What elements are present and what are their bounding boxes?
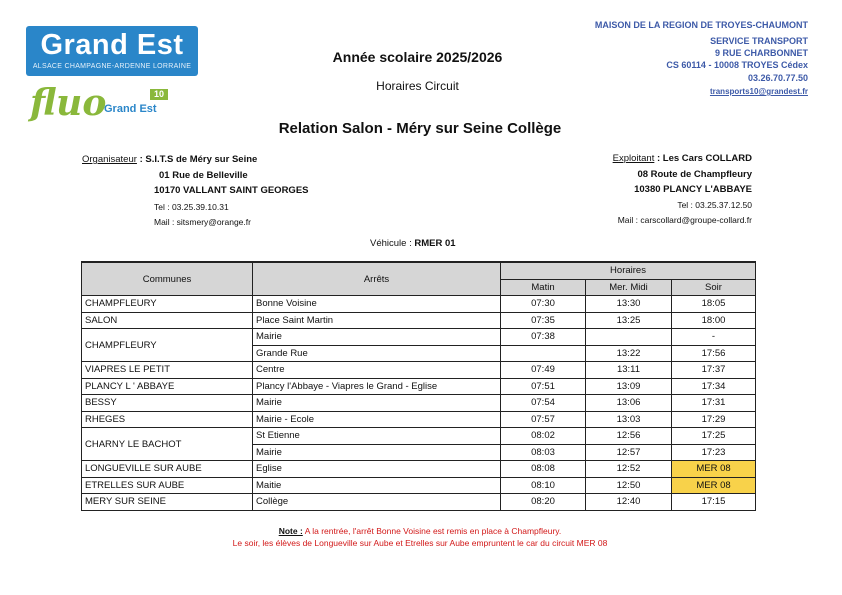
table-row [82,296,756,313]
exploitant-tel: Tel : 03.25.37.12.50 [677,200,752,210]
midi-cell: 12:52 [586,461,672,478]
arret-cell: Mairie - Ecole [253,411,501,428]
matin-cell: 07:57 [501,411,586,428]
midi-cell: 12:50 [586,477,672,494]
midi-cell [586,329,672,346]
header-matin: Matin [501,279,586,296]
commune-cell: PLANCY L ' ABBAYE [82,378,253,395]
commune-cell: MERY SUR SEINE [82,494,253,511]
matin-cell: 07:30 [501,296,586,313]
midi-cell: 13:11 [586,362,672,379]
arret-cell: Collège [253,494,501,511]
arret-cell: Eglise [253,461,501,478]
commune-cell: CHARNY LE BACHOT [82,428,253,461]
vehicle-label: Véhicule : [370,238,412,249]
header-midi: Mer. Midi [586,279,672,296]
soir-cell: 17:15 [672,494,756,511]
arret-cell: Mairie [253,395,501,412]
midi-cell: 13:25 [586,312,672,329]
route-relation-title: Relation Salon - Méry sur Seine Collège [278,120,562,137]
commune-cell: CHAMPFLEURY [82,329,253,362]
soir-cell: 17:37 [672,362,756,379]
soir-cell: 17:56 [672,345,756,362]
matin-cell: 08:02 [501,428,586,445]
region-service: SERVICE TRANSPORT [710,36,808,46]
soir-cell: 17:29 [672,411,756,428]
matin-cell: 08:03 [501,444,586,461]
soir-cell: 18:00 [672,312,756,329]
arret-cell: Mairie [253,329,501,346]
matin-cell: 07:51 [501,378,586,395]
region-city: CS 60114 - 10008 TROYES Cédex [666,60,808,70]
matin-cell: 07:49 [501,362,586,379]
midi-cell: 13:09 [586,378,672,395]
organisateur-name: : S.I.T.S de Méry sur Seine [139,154,258,165]
arret-cell: Maitie [253,477,501,494]
exploitant-mail: Mail : carscollard@groupe-collard.fr [617,215,752,225]
arret-cell: Plancy l'Abbaye - Viapres le Grand - Eglise [253,378,501,395]
organisateur-street: 01 Rue de Belleville [159,170,248,181]
grand-est-logo-text: Grand Est [40,29,184,61]
schedule-table [81,261,756,511]
note-line-2: Le soir, les élèves de Longueville sur Aube et Etrelles sur Aube empruntent le car du circuit MER 08 [232,538,608,548]
soir-cell: - [672,329,756,346]
fluo-logo: fluo [30,82,107,124]
exploitant-label: Exploitant [612,153,655,164]
exploitant-name: : Les Cars COLLARD [656,153,752,164]
midi-cell: 12:56 [586,428,672,445]
table-row [82,395,756,412]
matin-cell [501,345,586,362]
table-row [82,312,756,329]
organisateur-block [82,154,257,166]
table-row [82,428,756,445]
table-row [82,411,756,428]
table-row [82,329,756,346]
matin-cell: 08:20 [501,494,586,511]
header-arrets: Arrêts [253,262,501,296]
header-soir: Soir [672,279,756,296]
midi-cell: 12:57 [586,444,672,461]
matin-cell: 08:10 [501,477,586,494]
exploitant-street: 08 Route de Champfleury [637,169,752,180]
table-row [82,494,756,511]
commune-cell: RHEGES [82,411,253,428]
commune-cell: CHAMPFLEURY [82,296,253,313]
midi-cell: 13:06 [586,395,672,412]
arret-cell: Mairie [253,444,501,461]
arret-cell: St Etienne [253,428,501,445]
soir-cell: 18:05 [672,296,756,313]
region-street: 9 RUE CHARBONNET [714,48,808,58]
subtitle: Horaires Circuit [376,79,459,93]
midi-cell: 12:40 [586,494,672,511]
school-year-title: Année scolaire 2025/2026 [332,49,503,65]
commune-cell: ETRELLES SUR AUBE [82,477,253,494]
exploitant-block [613,153,752,165]
arret-cell: Bonne Voisine [253,296,501,313]
region-office: MAISON DE LA REGION DE TROYES-CHAUMONT [594,20,808,30]
note-line-1 [150,526,690,536]
commune-cell: SALON [82,312,253,329]
note-text-1: A la rentrée, l'arrêt Bonne Voisine est remis en place à Champfleury. [304,526,562,536]
header-communes: Communes [82,262,253,296]
soir-cell: 17:31 [672,395,756,412]
soir-cell: 17:23 [672,444,756,461]
soir-cell-transfer: MER 08 [672,477,756,494]
fluo-logo-number: 10 [150,89,168,100]
vehicle-info [370,238,456,249]
arret-cell: Centre [253,362,501,379]
header-horaires: Horaires [501,262,756,279]
matin-cell: 08:08 [501,461,586,478]
soir-cell-transfer: MER 08 [672,461,756,478]
organisateur-mail: Mail : sitsmery@orange.fr [154,217,251,227]
matin-cell: 07:35 [501,312,586,329]
soir-cell: 17:34 [672,378,756,395]
region-phone: 03.26.70.77.50 [747,73,808,83]
table-row [82,461,756,478]
vehicle-value: RMER 01 [414,238,456,249]
fluo-logo-brand: Grand Est [104,103,157,115]
organisateur-label: Organisateur [82,154,137,165]
midi-cell: 13:03 [586,411,672,428]
exploitant-city: 10380 PLANCY L'ABBAYE [634,184,752,195]
organisateur-tel: Tel : 03.25.39.10.31 [154,202,229,212]
table-row [82,378,756,395]
matin-cell: 07:38 [501,329,586,346]
commune-cell: LONGUEVILLE SUR AUBE [82,461,253,478]
arret-cell: Place Saint Martin [253,312,501,329]
matin-cell: 07:54 [501,395,586,412]
organisateur-city: 10170 VALLANT SAINT GEORGES [154,185,309,196]
arret-cell: Grande Rue [253,345,501,362]
commune-cell: BESSY [82,395,253,412]
region-email-link[interactable]: transports10@grandest.fr [709,87,808,96]
table-row [82,477,756,494]
table-row [82,362,756,379]
note-label: Note : [278,526,303,536]
soir-cell: 17:25 [672,428,756,445]
commune-cell: VIAPRES LE PETIT [82,362,253,379]
midi-cell: 13:22 [586,345,672,362]
midi-cell: 13:30 [586,296,672,313]
grand-est-tagline: ALSACE CHAMPAGNE-ARDENNE LORRAINE [32,63,192,70]
